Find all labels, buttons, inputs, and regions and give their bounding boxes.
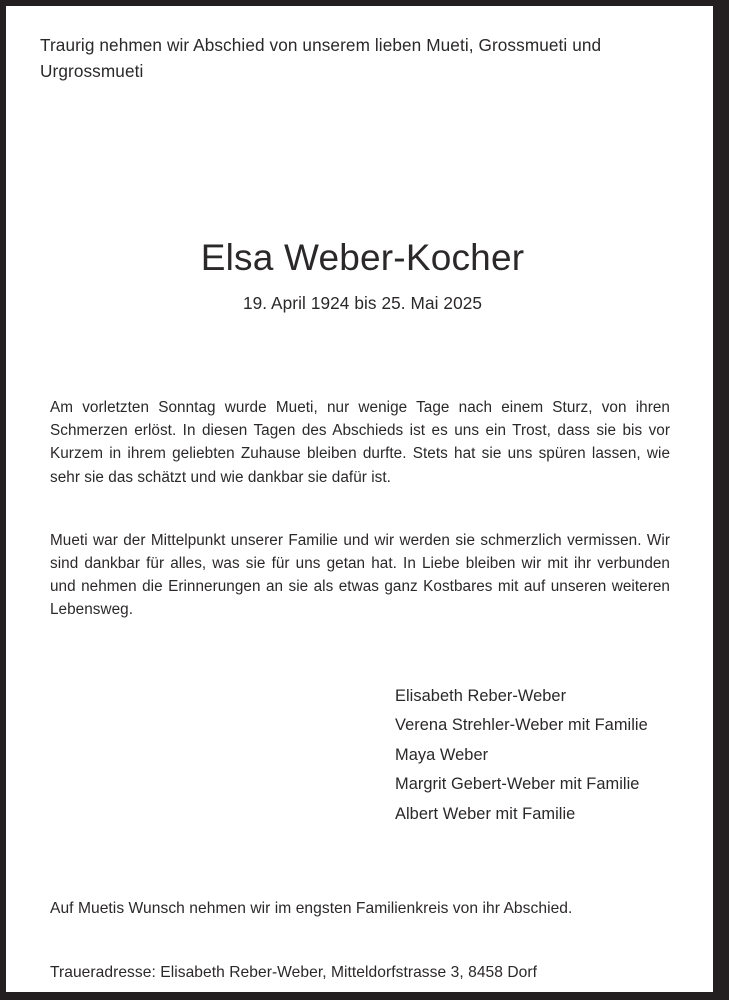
body-paragraphs: [16, 314, 709, 622]
list-item: Elisabeth Reber-Weber: [395, 686, 567, 705]
body-paragraph-2: Mueti war der Mittelpunkt unserer Familie und wir werden sie schmerzlich vermissen. Wir sind dankbar für alles, was sie für uns getan hat. In Liebe bleiben wir mit ihr verbunden und nehmen die Erinnerungen an sie als etwas ganz Kostbares mit auf unseren weiteren Lebensweg.: [50, 531, 670, 619]
deceased-name: Elsa Weber-Kocher: [200, 237, 525, 278]
deceased-dates: 19. April 1924 bis 25. Mai 2025: [242, 293, 483, 313]
mourning-address: Traueradresse: Elisabeth Reber-Weber, Mitteldorfstrasse 3, 8458 Dorf: [50, 964, 538, 982]
obituary-notice: [16, 16, 709, 988]
closing-text: Auf Muetis Wunsch nehmen wir im engsten Familienkreis von ihr Abschied.: [50, 900, 573, 918]
deceased-block: [16, 84, 709, 314]
body-paragraph-1: Am vorletzten Sonntag wurde Mueti, nur wenige Tage nach einem Sturz, von ihren Schmerzen erlöst. In diesen Tagen des Abschieds ist es uns ein Trost, dass sie bis vor Kurzem in ihrem geliebten Zuhause bleiben durfte. Stets hat sie uns spüren lassen, wie sehr sie das schätzt und wie dankbar sie dafür ist.: [50, 399, 670, 486]
intro-text: Traurig nehmen wir Abschied von unserem lieben Mueti, Grossmueti und Urgrossmueti: [40, 35, 602, 81]
list-item: Albert Weber mit Familie: [395, 804, 576, 823]
list-item: Margrit Gebert-Weber mit Familie: [395, 775, 640, 794]
list-item: Maya Weber: [395, 745, 489, 764]
survivors-list: [16, 622, 709, 830]
obituary-frame-inner-border: [6, 6, 713, 992]
list-item: Verena Strehler-Weber mit Familie: [395, 716, 648, 735]
